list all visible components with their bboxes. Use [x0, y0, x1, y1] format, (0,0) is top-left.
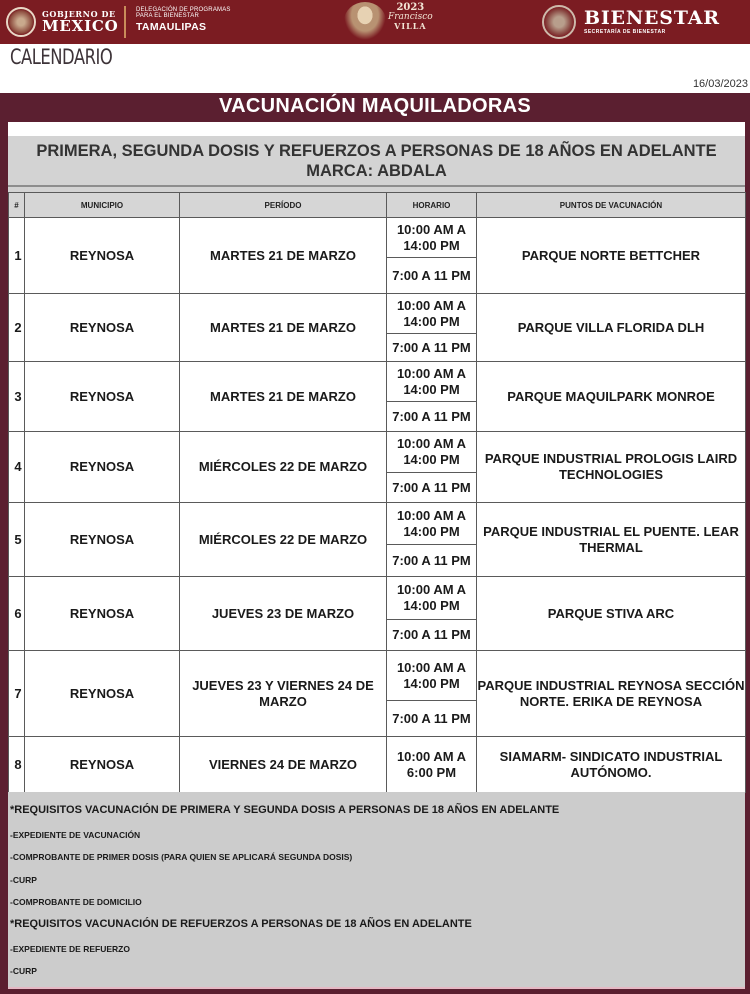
header-periodo: PERÍODO: [180, 193, 387, 218]
vaccination-schedule-table: [8, 192, 746, 793]
row-punto: PARQUE INDUSTRIAL REYNOSA SECCIÓN NORTE. ERIKA DE REYNOSA: [477, 651, 746, 737]
table-row: [9, 294, 746, 334]
row-municipio: REYNOSA: [25, 294, 180, 362]
national-seal-icon: [6, 7, 36, 37]
table-row: [9, 503, 746, 545]
requirements-box: [8, 792, 745, 989]
bienestar-seal-icon: [542, 5, 576, 39]
row-num: 5: [9, 503, 25, 577]
row-horario-2: 7:00 A 11 PM: [387, 701, 477, 737]
bienestar-title: BIENESTAR: [584, 7, 720, 29]
row-horario-2: 7:00 A 11 PM: [387, 620, 477, 651]
subtitle-line2: MARCA: ABDALA: [306, 162, 447, 180]
requirement-item: -COMPROBANTE DE DOMICILIO: [10, 897, 142, 907]
row-periodo: JUEVES 23 Y VIERNES 24 DE MARZO: [180, 651, 387, 737]
requirements-booster-title: *REQUISITOS VACUNACIÓN DE REFUERZOS A PERSONAS DE 18 AÑOS EN ADELANTE: [10, 918, 472, 930]
requirement-item: -COMPROBANTE DE PRIMER DOSIS (PARA QUIEN SE APLICARÁ SEGUNDA DOSIS): [10, 852, 353, 862]
bienestar-subtitle: SECRETARÍA DE BIENESTAR: [584, 29, 666, 35]
row-periodo: MIÉRCOLES 22 DE MARZO: [180, 503, 387, 577]
row-horario-2: 7:00 A 11 PM: [387, 473, 477, 503]
row-horario-2: 7:00 A 11 PM: [387, 258, 477, 294]
subtitle-box: [8, 136, 745, 187]
row-municipio: REYNOSA: [25, 651, 180, 737]
requirements-first-second-title: *REQUISITOS VACUNACIÓN DE PRIMERA Y SEGUNDA DOSIS A PERSONAS DE 18 AÑOS EN ADELANTE: [10, 804, 560, 816]
villa-name: Francisco: [388, 12, 433, 22]
row-num: 3: [9, 362, 25, 432]
spacer-strip: [8, 122, 745, 136]
row-num: 8: [9, 737, 25, 793]
row-punto: PARQUE NORTE BETTCHER: [477, 218, 746, 294]
delegacion-line1: DELEGACIÓN DE PROGRAMAS: [136, 7, 231, 13]
row-periodo: JUEVES 23 DE MARZO: [180, 577, 387, 651]
row-periodo: VIERNES 24 DE MARZO: [180, 737, 387, 793]
row-num: 4: [9, 432, 25, 503]
row-horario-2: 7:00 A 11 PM: [387, 545, 477, 577]
row-municipio: REYNOSA: [25, 432, 180, 503]
delegacion-block: [136, 7, 231, 33]
row-horario-2: 7:00 A 11 PM: [387, 334, 477, 362]
row-num: 1: [9, 218, 25, 294]
subtitle-line1: PRIMERA, SEGUNDA DOSIS Y REFUERZOS A PERSONAS DE 18 AÑOS EN ADELANTE: [36, 142, 717, 160]
row-punto: PARQUE VILLA FLORIDA DLH: [477, 294, 746, 362]
row-horario-2: 7:00 A 11 PM: [387, 402, 477, 432]
row-municipio: REYNOSA: [25, 362, 180, 432]
row-municipio: REYNOSA: [25, 503, 180, 577]
row-horario-1: 10:00 AM A 14:00 PM: [387, 218, 477, 258]
row-horario-1: 10:00 AM A 14:00 PM: [387, 577, 477, 620]
table-row: [9, 577, 746, 620]
table-row: [9, 432, 746, 473]
section-title: CALENDARIO: [10, 45, 113, 69]
row-num: 2: [9, 294, 25, 362]
row-municipio: REYNOSA: [25, 737, 180, 793]
header-puntos: PUNTOS DE VACUNACIÓN: [477, 193, 746, 218]
requirement-item: -EXPEDIENTE DE REFUERZO: [10, 944, 130, 954]
row-periodo: MARTES 21 DE MARZO: [180, 362, 387, 432]
header-num: #: [9, 193, 25, 218]
villa-portrait-icon: [344, 2, 386, 40]
row-periodo: MIÉRCOLES 22 DE MARZO: [180, 432, 387, 503]
table-header-row: [9, 193, 746, 218]
row-punto: PARQUE INDUSTRIAL EL PUENTE. LEAR THERMAL: [477, 503, 746, 577]
header-horario: HORARIO: [387, 193, 477, 218]
row-num: 6: [9, 577, 25, 651]
table-row: [9, 362, 746, 402]
header-divider: [124, 6, 126, 38]
delegacion-line2: PARA EL BIENESTAR: [136, 13, 199, 19]
mexico-label: MÉXICO: [42, 17, 119, 35]
row-municipio: REYNOSA: [25, 577, 180, 651]
villa-surname: VILLA: [394, 21, 427, 31]
gobierno-label: GOBIERNO DE: [42, 9, 116, 19]
delegacion-state: TAMAULIPAS: [136, 21, 207, 33]
row-num: 7: [9, 651, 25, 737]
requirement-item: -CURP: [10, 966, 37, 976]
francisco-villa-logo: [338, 0, 438, 44]
row-horario-1: 10:00 AM A 14:00 PM: [387, 503, 477, 545]
bienestar-logo: [542, 6, 720, 38]
requirement-item: -CURP: [10, 875, 37, 885]
header-municipio: MUNICIPIO: [25, 193, 180, 218]
row-horario-1: 10:00 AM A 14:00 PM: [387, 651, 477, 701]
row-horario-1: 10:00 AM A 14:00 PM: [387, 362, 477, 402]
page-title: VACUNACIÓN MAQUILADORAS: [218, 95, 532, 117]
publish-date: 16/03/2023: [692, 78, 748, 90]
row-horario-1: 10:00 AM A 6:00 PM: [387, 737, 477, 793]
table-row: [9, 651, 746, 701]
gobierno-mexico-logo: [6, 6, 119, 38]
row-punto: PARQUE MAQUILPARK MONROE: [477, 362, 746, 432]
row-horario-1: 10:00 AM A 14:00 PM: [387, 432, 477, 473]
table-row: [9, 218, 746, 258]
requirement-item: -EXPEDIENTE DE VACUNACIÓN: [10, 830, 141, 840]
row-punto: SIAMARM- SINDICATO INDUSTRIAL AUTÓNOMO.: [477, 737, 746, 793]
row-punto: PARQUE INDUSTRIAL PROLOGIS LAIRD TECHNOLOGIES: [477, 432, 746, 503]
row-horario-1: 10:00 AM A 14:00 PM: [387, 294, 477, 334]
villa-year: 2023: [396, 2, 425, 13]
row-periodo: MARTES 21 DE MARZO: [180, 218, 387, 294]
header-bar: [0, 0, 750, 44]
row-municipio: REYNOSA: [25, 218, 180, 294]
row-punto: PARQUE STIVA ARC: [477, 577, 746, 651]
table-row: [9, 737, 746, 793]
row-periodo: MARTES 21 DE MARZO: [180, 294, 387, 362]
